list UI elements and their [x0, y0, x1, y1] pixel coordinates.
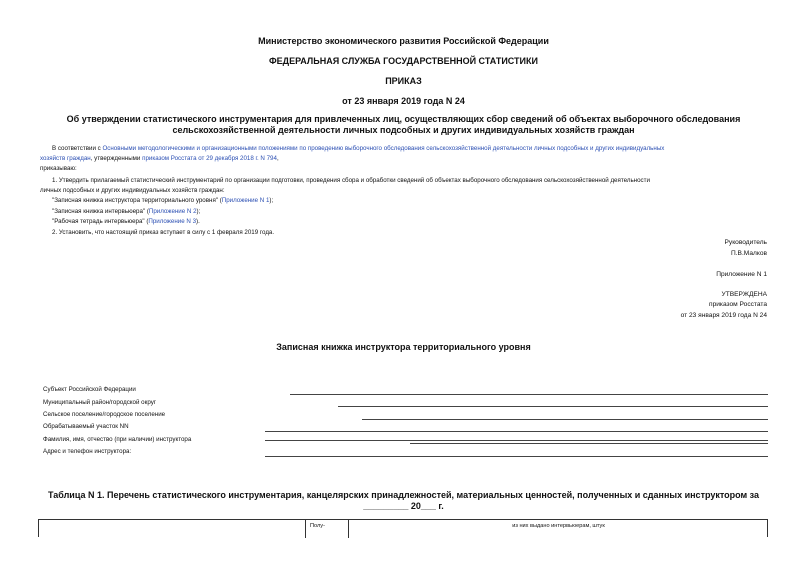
methodology-link[interactable]: Основными методологическими и организационными положениями по проведению выборочного обследования сельскохозяйственной деятельности личных подсобных и других индивидуальных	[102, 145, 665, 152]
approved-by-order: приказом Росстата	[709, 301, 767, 308]
preamble-mid: , утвержденными	[90, 155, 143, 162]
signature-name: П.В.Малков	[730, 250, 767, 257]
table-1	[38, 519, 768, 537]
field-line-instructor-name-top[interactable]	[265, 440, 768, 441]
appendix-2-link[interactable]: Приложение N 2	[148, 208, 197, 215]
order-title-line-2: сельскохозяйственной деятельности личных подсобных и других индивидуальных хозяйств граждан	[172, 125, 635, 135]
field-label-site-numbers: Обрабатываемый участок NN	[43, 423, 129, 430]
field-line-district[interactable]	[338, 406, 768, 407]
field-line-site-numbers[interactable]	[265, 431, 768, 432]
methodology-link-continued[interactable]: хозяйств граждан	[40, 155, 91, 162]
signature-role: Руководитель	[724, 239, 767, 246]
notebook-title: Записная книжка инструктора территориального уровня	[276, 342, 531, 352]
appendix-1-link[interactable]: Приложение N 1	[221, 197, 270, 204]
sub-item-3-text: "Рабочая тетрадь интервьюера" (	[52, 218, 149, 225]
order-date-number: от 23 января 2019 года N 24	[342, 96, 465, 106]
sub-item-1-text: "Записная книжка инструктора территориального уровня" (	[52, 197, 222, 204]
order-word: приказываю:	[40, 165, 77, 172]
field-label-region: Субъект Российской Федерации	[43, 386, 136, 393]
item-2: 2. Установить, что настоящий приказ вступает в силу с 1 февраля 2019 года.	[52, 229, 275, 236]
table-1-title-line-1: Таблица N 1. Перечень статистического инструментария, канцелярских принадлежностей, материальных ценностей, полученных и сданных инструктором за	[47, 490, 760, 500]
sub-item-2	[52, 207, 200, 217]
appendix-3-link[interactable]: Приложение N 3	[148, 218, 197, 225]
sub-item-2-end: );	[196, 208, 201, 215]
preamble-prefix: В соответствии с	[52, 145, 103, 152]
item-1-line-2: личных подсобных и других индивидуальных хозяйств граждан:	[40, 187, 225, 194]
sub-item-1-end: );	[269, 197, 274, 204]
field-label-district: Муниципальный район/городской округ	[43, 399, 157, 406]
ministry-heading: Министерство экономического развития Российской Федерации	[258, 36, 549, 46]
rosstat-order-link[interactable]: приказом Росстата от 29 декабря 2018 г. N 794	[142, 155, 277, 162]
sub-item-3-end: ).	[196, 218, 200, 225]
service-heading: ФЕДЕРАЛЬНАЯ СЛУЖБА ГОСУДАРСТВЕННОЙ СТАТИСТИКИ	[269, 56, 538, 66]
preamble-line-2	[40, 154, 279, 164]
preamble-line-1	[52, 144, 664, 154]
table-1-title-line-2: _________ 20___ г.	[363, 501, 444, 511]
field-label-instructor-contact: Адрес и телефон инструктора:	[43, 448, 132, 455]
sub-item-2-text: "Записная книжка интервьюера" (	[52, 208, 149, 215]
field-line-region[interactable]	[290, 394, 768, 395]
sub-item-1	[52, 196, 273, 206]
table-1-col-received: Полу-	[305, 520, 348, 538]
order-title-line-1: Об утверждении статистического инструментария для привлеченных лиц, осуществляющих сбор сведений об объектах выборочного обследования	[66, 114, 741, 124]
item-1-line-1: 1. Утвердить прилагаемый статистический инструментарий по организации подготовки, проведения сбора и обработки сведений об объектах выборочного обследования сельскохозяйственной деятельности	[52, 177, 650, 184]
field-label-instructor-name: Фамилия, имя, отчество (при наличии) инструктора	[43, 436, 192, 443]
approved-order-date: от 23 января 2019 года N 24	[680, 312, 767, 319]
appendix-label: Приложение N 1	[716, 271, 767, 278]
field-line-settlement[interactable]	[362, 419, 768, 420]
approved-label: УТВЕРЖДЕНА	[721, 291, 767, 298]
order-heading: ПРИКАЗ	[385, 76, 422, 86]
table-1-col-issued: из них выдано интервьюерам, штук	[348, 520, 768, 538]
field-line-instructor-name[interactable]	[410, 443, 768, 444]
field-line-instructor-contact[interactable]	[265, 456, 768, 457]
preamble-end: ,	[276, 155, 279, 162]
sub-item-3	[52, 217, 200, 227]
field-label-settlement: Сельское поселение/городское поселение	[43, 411, 166, 418]
